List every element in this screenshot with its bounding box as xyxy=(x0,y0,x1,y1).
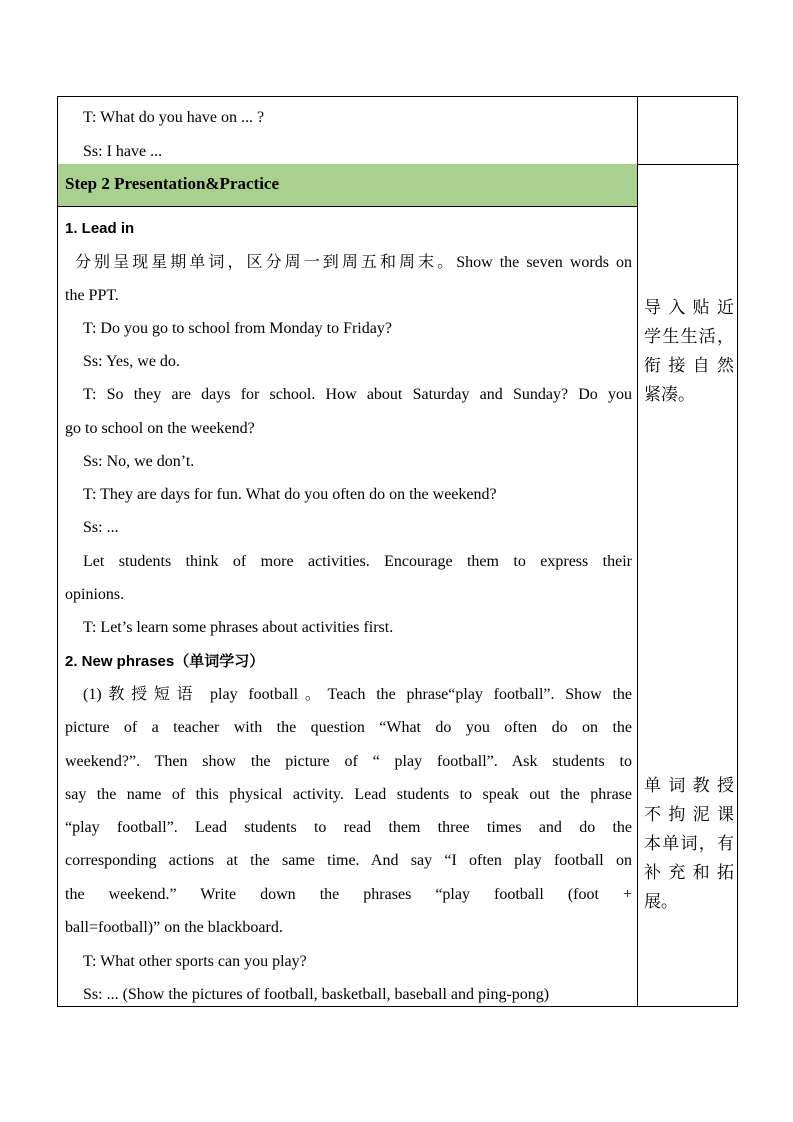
dialogue-line: Ss: I have ... xyxy=(83,143,163,160)
step-header-cell xyxy=(58,164,637,206)
lead-in-line: the PPT. xyxy=(65,287,119,304)
side-note-new-phrases xyxy=(644,772,734,917)
new-phrases-line: say the name of this physical activity. Lead students to speak out the phrase xyxy=(65,786,632,803)
side-note-line: 展。 xyxy=(644,892,678,912)
new-phrases-line: T: What other sports can you play? xyxy=(83,953,307,970)
new-phrases-line: picture of a teacher with the question “What do you often do on the xyxy=(65,719,632,736)
side-note-line: 本单词，有 xyxy=(644,834,734,854)
section-heading-new-phrases: 2. New phrases（单词学习） xyxy=(65,653,265,670)
section-heading-lead-in: 1. Lead in xyxy=(65,220,135,237)
side-note-line: 导入贴近 xyxy=(644,298,734,318)
new-phrases-line: weekend?”. Then show the picture of “ play football”. Ask students to xyxy=(65,753,632,770)
side-note-line: 补充和拓 xyxy=(644,863,734,883)
new-phrases-line: corresponding actions at the same time. And say “I often play football on xyxy=(65,852,632,869)
side-note-line: 紧凑。 xyxy=(644,385,695,405)
lead-in-line: Ss: Yes, we do. xyxy=(83,353,180,370)
dialogue-line: T: What do you have on ... ? xyxy=(83,109,265,126)
lead-in-line: go to school on the weekend? xyxy=(65,420,255,437)
new-phrases-line: the weekend.” Write down the phrases “play football (foot + xyxy=(65,886,632,903)
lead-in-line: Ss: No, we don’t. xyxy=(83,453,195,470)
lesson-table xyxy=(57,96,738,1007)
new-phrases-line: “play football”. Lead students to read them three times and do the xyxy=(65,819,632,836)
side-note-lead-in xyxy=(644,294,734,410)
side-note-line: 不拘泥课 xyxy=(644,805,734,825)
new-phrases-line: Ss: ... (Show the pictures of football, basketball, baseball and ping-pong) xyxy=(83,986,550,1003)
side-note-line: 单词教授 xyxy=(644,776,734,796)
new-phrases-line: ball=football)” on the blackboard. xyxy=(65,919,283,936)
lead-in-line: Ss: ... xyxy=(83,519,119,536)
lead-in-line: T: Do you go to school from Monday to Friday? xyxy=(83,320,392,337)
lead-in-line: T: They are days for fun. What do you often do on the weekend? xyxy=(83,486,497,503)
step-title: Step 2 Presentation&Practice xyxy=(65,174,280,193)
lead-in-line: T: So they are days for school. How about Saturday and Sunday? Do you xyxy=(83,386,632,403)
side-note-line: 衔接自然 xyxy=(644,356,734,376)
column-divider xyxy=(637,97,638,1006)
new-phrases-line: (1)教授短语 play football。Teach the phrase“play football”. Show the xyxy=(83,686,632,703)
lead-in-line: Let students think of more activities. Encourage them to express their xyxy=(83,553,632,570)
lead-in-line: T: Let’s learn some phrases about activities first. xyxy=(83,619,394,636)
lead-in-line: 分别呈现星期单词，区分周一到周五和周末。Show the seven words on xyxy=(75,254,632,271)
side-note-line: 学生生活， xyxy=(644,327,734,347)
lead-in-line: opinions. xyxy=(65,586,125,603)
row-divider xyxy=(58,206,637,207)
